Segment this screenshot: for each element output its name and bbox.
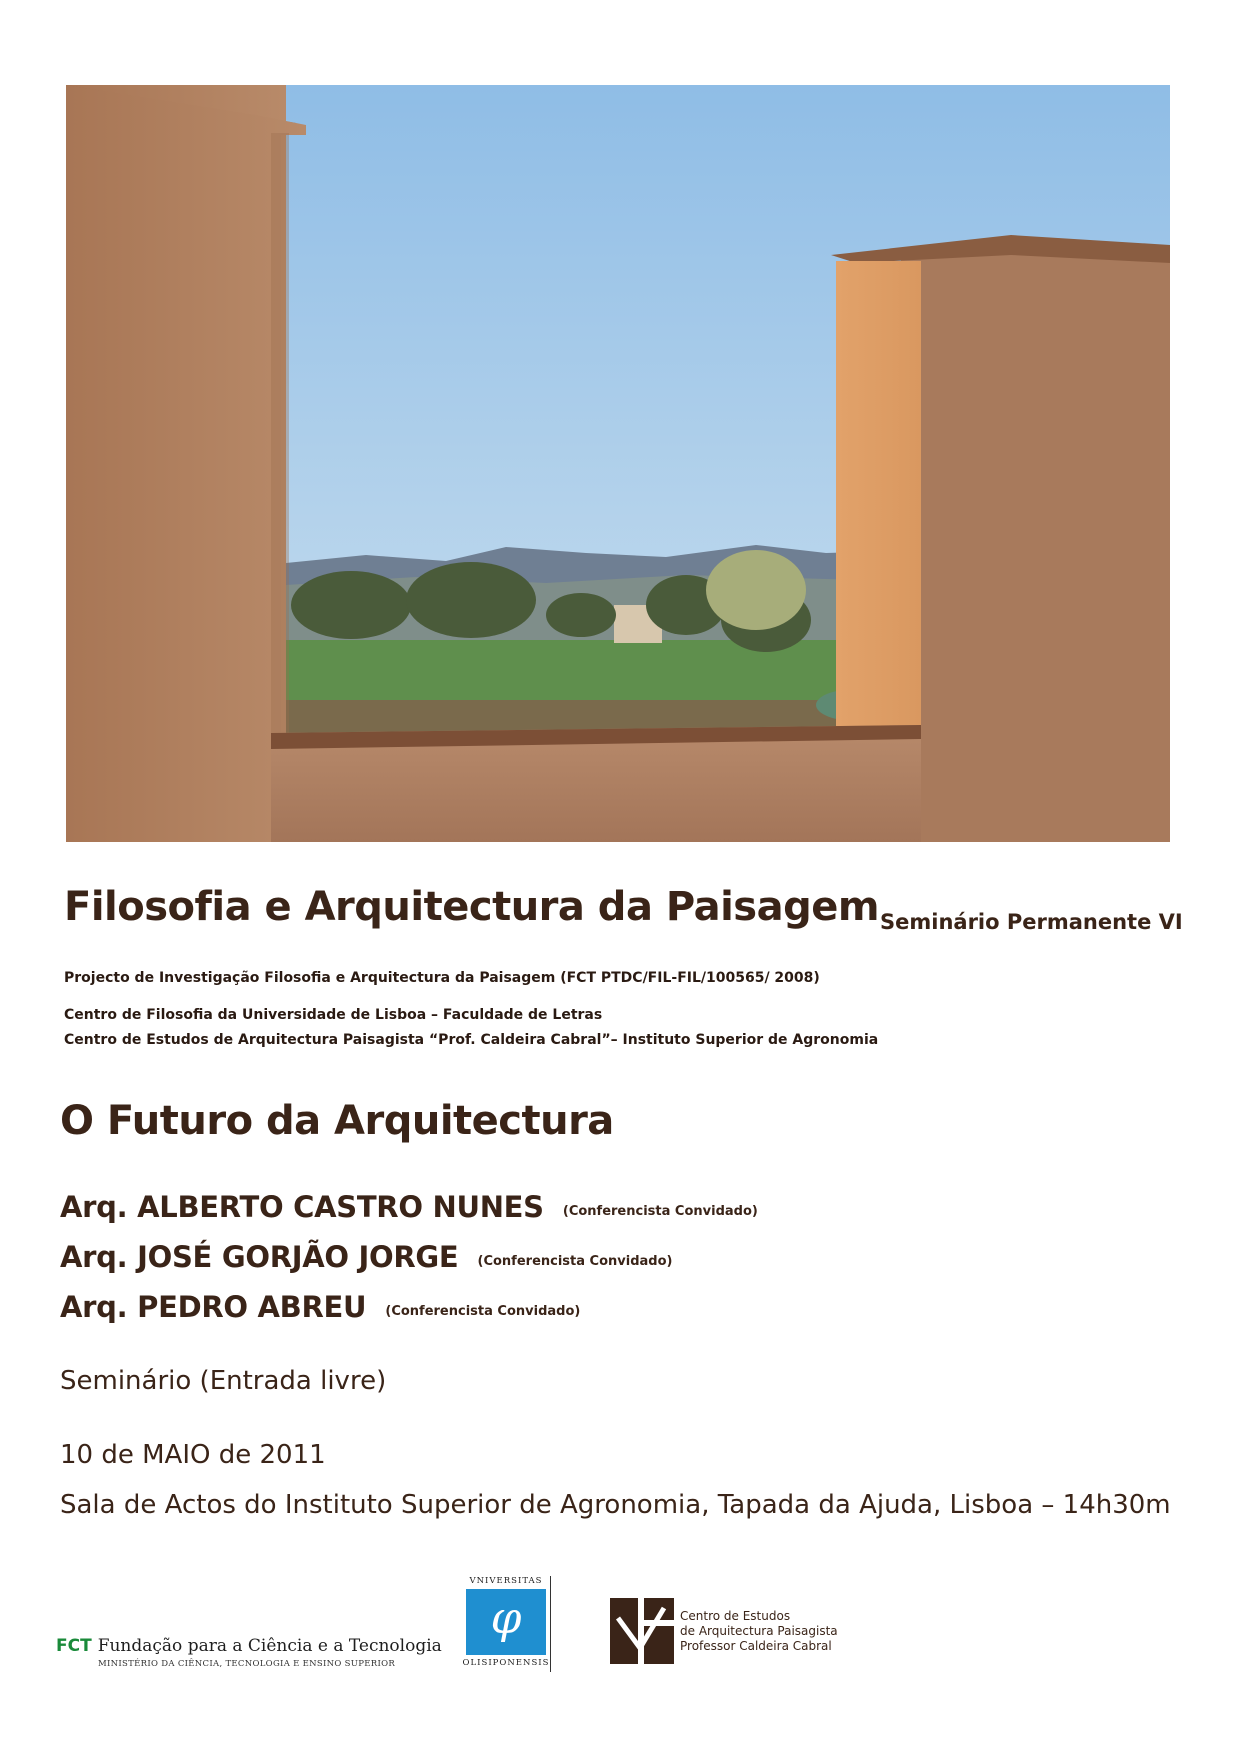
- talk-title: O Futuro da Arquitectura: [60, 1098, 614, 1144]
- seminar-title: Filosofia e Arquitectura da Paisagem: [64, 884, 880, 930]
- event-date: 10 de MAIO de 2011: [60, 1440, 326, 1470]
- speaker-role: (Conferencista Convidado): [562, 1204, 758, 1219]
- ceap-logo: [610, 1598, 838, 1664]
- event-venue: Sala de Actos do Instituto Superior de Agronomia, Tapada da Ajuda, Lisboa – 14h30m: [60, 1490, 1171, 1520]
- univ-symbol: φ: [490, 1593, 522, 1644]
- speaker-name: Arq. JOSÉ GORJÃO JORGE: [60, 1240, 459, 1274]
- phi-icon: [466, 1589, 546, 1655]
- project-line: Projecto de Investigação Filosofia e Arquitectura da Paisagem (FCT PTDC/FIL-FIL/100565/ 2008): [64, 970, 820, 986]
- centre-line-2: Centro de Estudos de Arquitectura Paisagista “Prof. Caldeira Cabral”– Instituto Superior de Agronomia: [64, 1032, 879, 1048]
- fct-mark: FCT: [56, 1636, 92, 1656]
- speaker-role: (Conferencista Convidado): [385, 1304, 581, 1319]
- universitas-logo: [462, 1576, 551, 1672]
- ceap-line-1: Centro de Estudos: [680, 1608, 791, 1623]
- landscape-photo: [66, 85, 1170, 842]
- speaker-3: [60, 1290, 580, 1324]
- series-label: Seminário Permanente VI: [880, 910, 1183, 934]
- speaker-role: (Conferencista Convidado): [477, 1254, 673, 1269]
- ceap-line-2: de Arquitectura Paisagista: [680, 1623, 838, 1638]
- speaker-1: [60, 1190, 758, 1224]
- fct-name: Fundação para a Ciência e a Tecnologia: [97, 1636, 442, 1656]
- centre-line-1: Centro de Filosofia da Universidade de Lisboa – Faculdade de Letras: [64, 1007, 603, 1023]
- ceap-emblem-icon: [610, 1598, 674, 1664]
- event-type: Seminário (Entrada livre): [60, 1366, 387, 1396]
- fct-logo: [56, 1636, 442, 1669]
- fct-ministry: MINISTÉRIO DA CIÊNCIA, TECNOLOGIA E ENSINO SUPERIOR: [98, 1659, 396, 1669]
- univ-bottom-text: OLISIPONENSIS: [462, 1658, 550, 1668]
- speaker-name: Arq. PEDRO ABREU: [60, 1290, 367, 1324]
- ceap-line-3: Professor Caldeira Cabral: [680, 1638, 832, 1653]
- univ-top-text: VNIVERSITAS: [469, 1576, 543, 1586]
- speaker-name: Arq. ALBERTO CASTRO NUNES: [60, 1190, 544, 1224]
- speaker-2: [60, 1240, 672, 1274]
